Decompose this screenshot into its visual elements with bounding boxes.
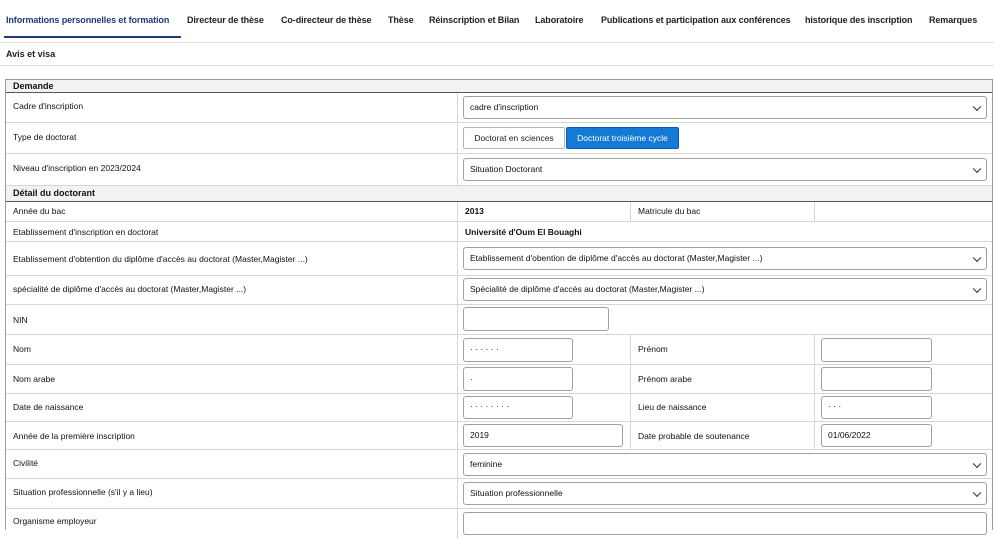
tab-remarques[interactable]: Remarques bbox=[929, 15, 978, 25]
tab-co-directeur-de-these[interactable]: Co-directeur de thèse bbox=[281, 15, 372, 25]
form-row-niveau bbox=[6, 154, 992, 186]
organisme-input[interactable] bbox=[463, 512, 987, 535]
etab-obtention-select[interactable] bbox=[463, 247, 987, 270]
chevron-down-icon bbox=[973, 488, 981, 496]
organisme-label: Organisme employeur bbox=[13, 516, 97, 526]
nom-arabe-label: Nom arabe bbox=[13, 374, 56, 384]
chevron-down-icon bbox=[973, 253, 981, 261]
section-header-demande: Demande bbox=[6, 80, 992, 93]
prenom-label: Prénom bbox=[638, 344, 668, 354]
date-soutenance-label: Date probable de soutenance bbox=[638, 431, 750, 441]
form-row-organisme bbox=[6, 509, 992, 539]
civilite-value: feminine bbox=[470, 459, 503, 469]
form-row-premiere-inscription bbox=[6, 422, 992, 450]
specialite-select[interactable] bbox=[463, 278, 987, 301]
form-row-nin bbox=[6, 305, 992, 335]
lieu-naissance-input[interactable]: · · · bbox=[821, 396, 932, 419]
etab-inscription-value: Université d'Oum El Bouaghi bbox=[465, 227, 582, 237]
section-header-detail: Détail du doctorant bbox=[6, 186, 992, 202]
tab-divider bbox=[0, 42, 994, 43]
form-row-etab-obtention bbox=[6, 242, 992, 276]
chevron-down-icon bbox=[973, 164, 981, 172]
active-tab-indicator bbox=[4, 36, 181, 38]
cadre-value: cadre d'inscription bbox=[470, 102, 539, 112]
niveau-value: Situation Doctorant bbox=[470, 164, 543, 174]
date-naissance-input[interactable]: · · · · · · · · bbox=[463, 396, 573, 419]
situation-label: Situation professionnelle (s'il y a lieu) bbox=[13, 487, 153, 497]
nom-label: Nom bbox=[13, 344, 31, 354]
tab-these[interactable]: Thèse bbox=[388, 15, 414, 25]
form-row-annee-bac bbox=[6, 202, 992, 222]
situation-value: Situation professionnelle bbox=[470, 488, 563, 498]
tab-publications[interactable]: Publications et participation aux conférences bbox=[601, 15, 791, 25]
civilite-label: Civilité bbox=[13, 458, 39, 468]
specialite-value: Spécialité de diplôme d'accès au doctorat (Master,Magister ...) bbox=[470, 284, 705, 294]
nom-input[interactable]: · · · · · · bbox=[463, 338, 573, 362]
cadre-label: Cadre d'inscription bbox=[13, 101, 84, 111]
etab-obtention-label: Etablissement d'obtention du diplôme d'accès au doctorat (Master,Magister ...) bbox=[13, 254, 308, 264]
form-row-nom bbox=[6, 335, 992, 365]
chevron-down-icon bbox=[973, 459, 981, 467]
civilite-select[interactable] bbox=[463, 453, 987, 476]
matricule-label: Matricule du bac bbox=[638, 206, 701, 216]
nom-arabe-input[interactable]: · bbox=[463, 367, 573, 391]
type-doctorat-label: Type de doctorat bbox=[13, 132, 77, 142]
form-row-type-doctorat bbox=[6, 123, 992, 154]
form-row-civilite bbox=[6, 450, 992, 479]
tab-reinscription-et-bilan[interactable]: Réinscription et Bilan bbox=[429, 15, 520, 25]
annee-bac-value: 2013 bbox=[465, 206, 484, 216]
chevron-down-icon bbox=[973, 284, 981, 292]
nin-label: NIN bbox=[13, 315, 28, 325]
subtab-divider bbox=[0, 65, 994, 66]
date-naissance-label: Date de naissance bbox=[13, 402, 84, 412]
chevron-down-icon bbox=[973, 102, 981, 110]
niveau-label: Niveau d'inscription en 2023/2024 bbox=[13, 163, 141, 173]
specialite-label: spécialité de diplôme d'accès au doctorat (Master,Magister ...) bbox=[13, 284, 247, 294]
tab-avis-et-visa[interactable]: Avis et visa bbox=[6, 49, 56, 59]
prenom-arabe-label: Prénom arabe bbox=[638, 374, 692, 384]
premiere-inscription-label: Année de la première inscription bbox=[13, 431, 135, 441]
doctorant-form bbox=[5, 79, 993, 530]
etab-obtention-value: Etablissement d'obention de diplôme d'accès au doctorat (Master,Magister ...) bbox=[470, 253, 763, 263]
nin-input[interactable] bbox=[463, 307, 609, 331]
tab-historique-des-inscription[interactable]: historique des inscription bbox=[805, 15, 913, 25]
form-row-specialite bbox=[6, 276, 992, 305]
doctorat-en-sciences-button[interactable]: Doctorat en sciences bbox=[463, 127, 565, 149]
form-row-nom-arabe bbox=[6, 365, 992, 394]
tab-bar bbox=[0, 0, 994, 42]
form-row-cadre bbox=[6, 93, 992, 123]
doctorat-troisieme-cycle-button[interactable]: Doctorat troisième cycle bbox=[566, 127, 679, 149]
lieu-naissance-label: Lieu de naissance bbox=[638, 402, 707, 412]
annee-bac-label: Année du bac bbox=[13, 206, 66, 216]
prenom-arabe-input[interactable] bbox=[821, 367, 932, 391]
etab-inscription-label: Etablissement d'inscription en doctorat bbox=[13, 227, 159, 237]
date-soutenance-input[interactable]: 01/06/2022 bbox=[821, 424, 932, 447]
form-row-etab-inscription bbox=[6, 222, 992, 242]
form-row-naissance bbox=[6, 394, 992, 422]
cadre-select[interactable] bbox=[463, 96, 987, 119]
premiere-inscription-input[interactable]: 2019 bbox=[463, 424, 623, 447]
tab-directeur-de-these[interactable]: Directeur de thèse bbox=[187, 15, 264, 25]
form-row-situation bbox=[6, 479, 992, 509]
situation-select[interactable] bbox=[463, 482, 987, 505]
tab-laboratoire[interactable]: Laboratoire bbox=[535, 15, 584, 25]
niveau-select[interactable] bbox=[463, 158, 987, 181]
prenom-input[interactable] bbox=[821, 338, 932, 362]
tab-informations-personnelles[interactable]: Informations personnelles et formation bbox=[6, 15, 170, 25]
